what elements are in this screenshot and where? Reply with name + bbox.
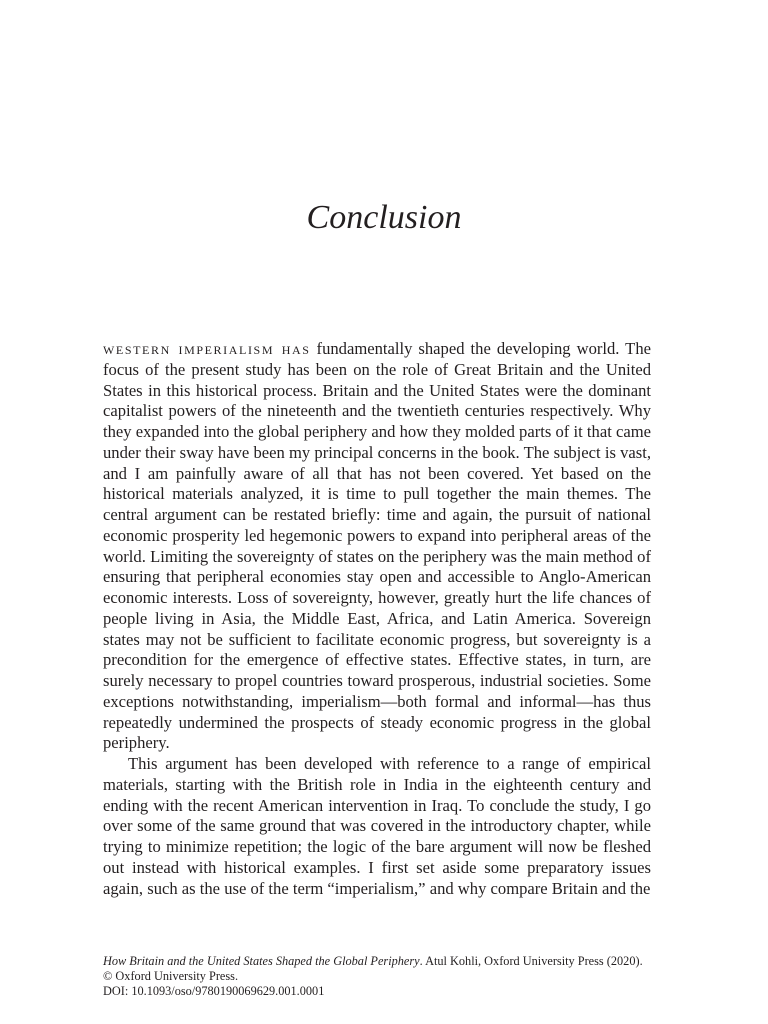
- citation-line: [103, 954, 663, 969]
- paragraph: [103, 339, 651, 754]
- doi-line: DOI: 10.1093/oso/9780190069629.001.0001: [103, 984, 325, 998]
- copyright-line: © Oxford University Press.: [103, 969, 239, 983]
- paragraph-1-text: fundamentally shaped the developing world. The focus of the present study has been on the role of Great Britain and the United States in this historical process. Britain and the United States were the dominant capitalist powers of the nineteenth and the twentieth centuries respectively. Why they expanded into the global periphery and how they molded parts of it that came under their sway have been my principal concerns in the book. The subject is vast, and I am painfully aware of all that has not been covered. Yet based on the historical materials analyzed, it is time to pull together the main themes. The central argument can be restated briefly: time and again, the pursuit of national economic prosperity led hegemonic powers to expand into peripheral areas of the world. Limiting the sovereignty of states on the periphery was the main method of ensuring that peripheral economies stay open and accessible to Anglo-American economic interests. Loss of sovereignty, however, greatly hurt the life chances of people living in Asia, the Middle East, Africa, and Latin America. Sovereign states may not be sufficient to facilitate economic progress, but sovereignty is a precondition for the emergence of effective states. Effective states, in turn, are surely necessary to propel countries toward prosperous, industrial societies. Some exceptions notwithstanding, imperialism—both formal and informal—has thus repeatedly undermined the prospects of steady economic progress in the global periphery.: [103, 339, 651, 753]
- chapter-title: Conclusion: [306, 199, 462, 236]
- paragraph-2: This argument has been developed with reference to a range of empirical materials, starting with the British role in India in the eighteenth century and ending with the recent American intervention in Iraq. To conclude the study, I go over some of the same ground that was covered in the introductory chapter, while trying to minimize repetition; the logic of the bare argument will now be fleshed out instead with historical examples. I first set aside some preparatory issues again, such as the use of the term “imperialism,” and why compare Britain and the: [103, 754, 651, 898]
- chapter-body: [103, 339, 651, 899]
- citation-details: . Atul Kohli, Oxford University Press (2020).: [419, 954, 643, 968]
- citation-footer: [103, 954, 663, 999]
- book-title: How Britain and the United States Shaped the Global Periphery: [103, 954, 420, 968]
- lead-in-smallcaps: western imperialism has: [103, 339, 311, 358]
